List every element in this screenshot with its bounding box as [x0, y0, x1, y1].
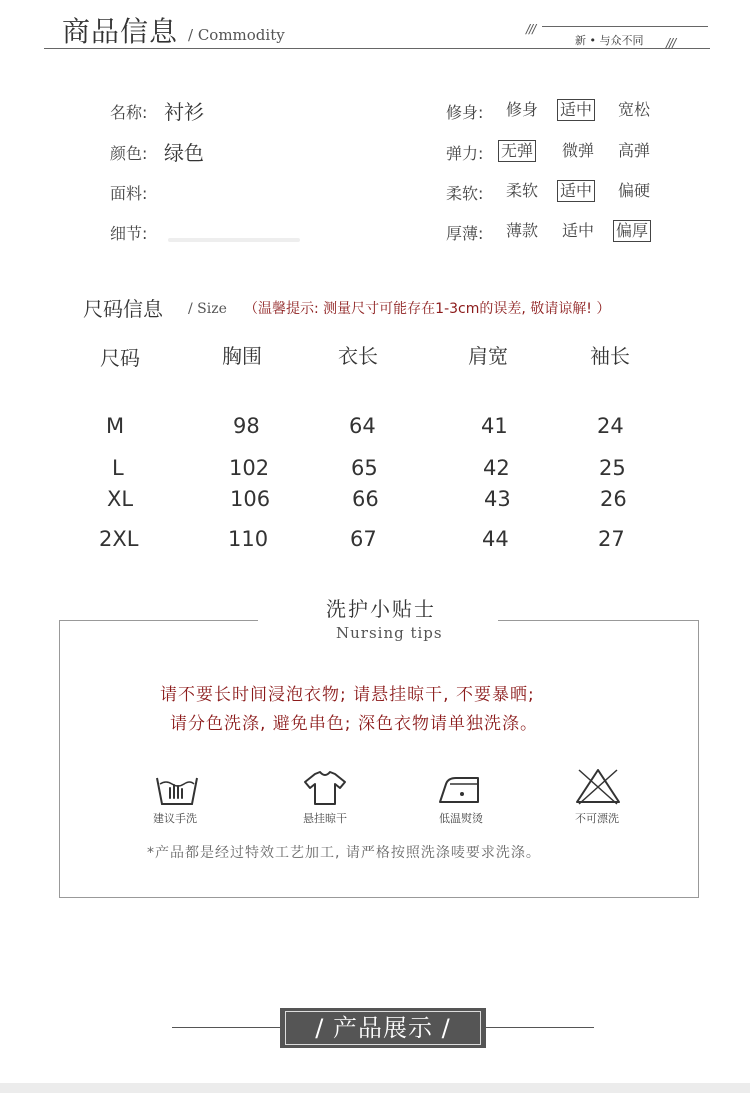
table-cell: M: [106, 414, 125, 438]
table-cell: 27: [598, 527, 625, 551]
attr-fit-label: 修身:: [446, 103, 484, 122]
header-slashes-right: ///: [666, 36, 676, 50]
hang-dry-icon: [300, 768, 350, 808]
attr-fabric-label: 面料:: [110, 184, 148, 203]
softness-option-soft: 柔软: [506, 181, 539, 200]
table-cell: 67: [350, 527, 377, 551]
attr-color-label: 颜色:: [110, 144, 148, 163]
size-tip: （温馨提示: 测量尺寸可能存在1-3cm的误差, 敬请谅解! ）: [244, 301, 611, 317]
care-instruction-line-2: 请分色洗涤, 避免串色; 深色衣物请单独洗涤。: [170, 714, 538, 734]
attr-softness-label: 柔软:: [446, 184, 484, 203]
commodity-subtitle: / Commodity: [188, 26, 285, 44]
banner-line-left: [172, 1027, 280, 1028]
header-divider: [44, 48, 710, 49]
attr-color-value: 绿色: [164, 141, 204, 165]
size-header-length: 衣长: [338, 344, 378, 368]
table-cell: 42: [483, 456, 510, 480]
header-tagline: 新 • 与众不同: [575, 34, 644, 47]
table-cell: 110: [228, 527, 269, 551]
care-note: *产品都是经过特效工艺加工, 请严格按照洗涤唛要求洗涤。: [147, 845, 541, 861]
table-cell: 98: [233, 414, 260, 438]
size-subtitle: / Size: [188, 301, 227, 317]
care-instruction-line-1: 请不要长时间浸泡衣物; 请悬挂晾干, 不要暴晒;: [160, 685, 535, 705]
table-cell: 64: [349, 414, 376, 438]
attr-name-label: 名称:: [110, 103, 148, 122]
no-bleach-icon: [573, 766, 623, 806]
product-display-label: / 产品展示 /: [285, 1011, 481, 1045]
fit-option-regular-selected: 适中: [557, 99, 595, 121]
softness-option-medium-selected: 适中: [557, 180, 595, 202]
table-cell: 25: [599, 456, 626, 480]
attr-thickness-label: 厚薄:: [446, 224, 484, 243]
table-cell: 66: [352, 487, 379, 511]
care-title: 洗护小贴士: [326, 597, 436, 621]
low-iron-icon: [436, 768, 486, 808]
size-title: 尺码信息: [83, 297, 163, 321]
table-cell: 24: [597, 414, 624, 438]
elasticity-option-slight: 微弹: [562, 141, 595, 160]
table-cell: 41: [481, 414, 508, 438]
thickness-option-thick-selected: 偏厚: [613, 220, 651, 242]
care-subtitle: Nursing tips: [336, 624, 443, 642]
attr-elasticity-label: 弹力:: [446, 144, 484, 163]
size-header-shoulder: 肩宽: [468, 344, 508, 368]
header-deco-line: [542, 26, 708, 27]
attr-name-value: 衬衫: [164, 100, 204, 124]
header-slashes-left: ///: [526, 22, 536, 36]
softness-option-stiff: 偏硬: [618, 181, 651, 200]
table-cell: 26: [600, 487, 627, 511]
elasticity-option-high: 高弹: [618, 141, 651, 160]
bottom-strip: [0, 1083, 750, 1093]
table-cell: 65: [351, 456, 378, 480]
table-cell: 102: [229, 456, 270, 480]
hand-wash-icon: [152, 768, 202, 808]
detail-blurred-text: [168, 238, 300, 242]
table-cell: 43: [484, 487, 511, 511]
table-cell: 44: [482, 527, 509, 551]
size-header-sleeve: 袖长: [590, 344, 630, 368]
thickness-option-medium: 适中: [562, 221, 595, 240]
banner-line-right: [486, 1027, 594, 1028]
commodity-title: 商品信息: [62, 15, 179, 48]
low-iron-label: 低温熨烫: [439, 812, 483, 825]
fit-option-loose: 宽松: [618, 100, 651, 119]
size-header-chest: 胸围: [222, 344, 262, 368]
hang-dry-label: 悬挂晾干: [303, 812, 347, 825]
table-cell: L: [112, 456, 124, 480]
hand-wash-label: 建议手洗: [153, 812, 197, 825]
attr-detail-label: 细节:: [110, 224, 148, 243]
elasticity-option-none-selected: 无弹: [498, 140, 536, 162]
thickness-option-thin: 薄款: [506, 221, 539, 240]
table-cell: XL: [107, 487, 134, 511]
table-cell: 106: [230, 487, 271, 511]
size-header-size: 尺码: [100, 346, 140, 370]
fit-option-slim: 修身: [506, 100, 539, 119]
no-bleach-label: 不可漂洗: [575, 812, 619, 825]
table-cell: 2XL: [99, 527, 139, 551]
